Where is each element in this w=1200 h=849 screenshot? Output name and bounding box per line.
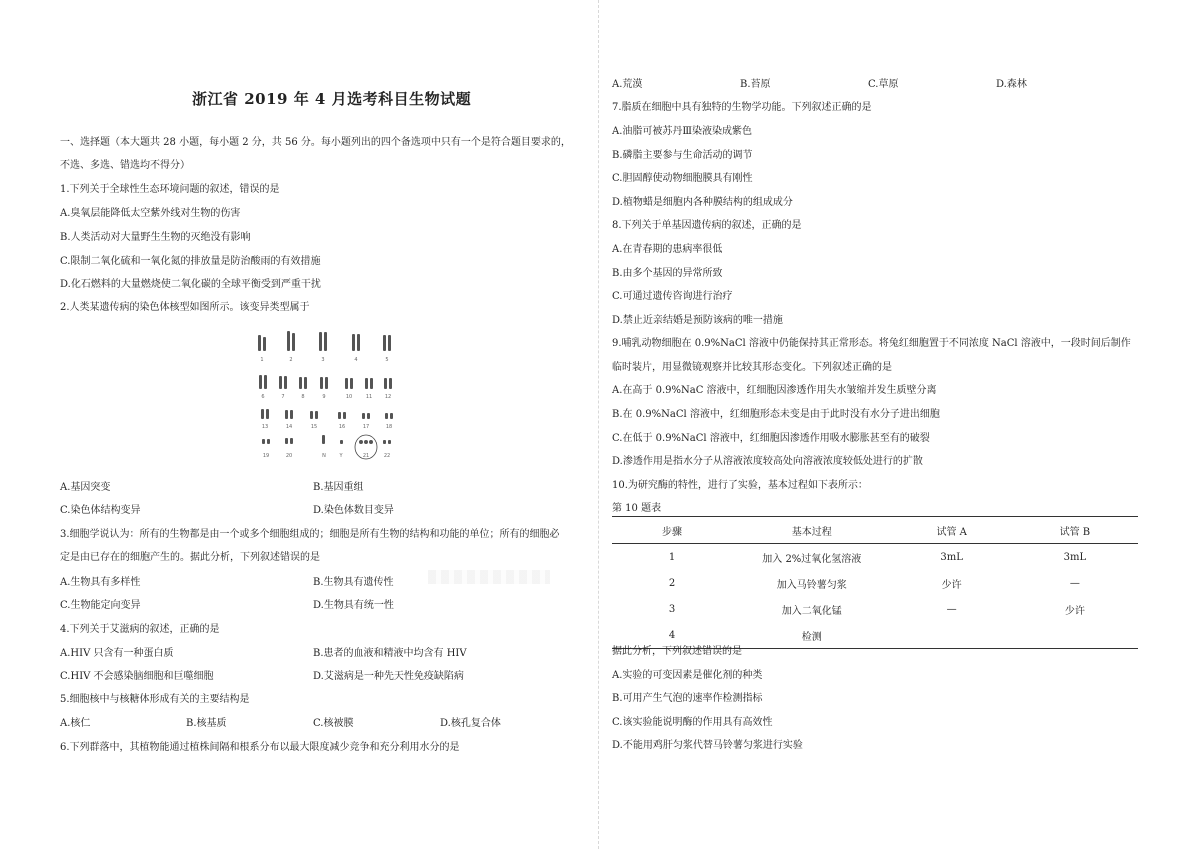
karyotype-label: 13 [261, 424, 269, 430]
table-cell: 2 [668, 577, 676, 589]
q1-option-a[interactable]: A.臭氧层能降低太空紫外线对生物的伤害 [60, 208, 241, 219]
karyotype-figure [250, 325, 400, 465]
faint-watermark [428, 570, 550, 584]
q4-option-d[interactable]: D.艾滋病是一种先天性免疫缺陷病 [313, 671, 464, 682]
q9-option-c[interactable]: C.在低于 0.9%NaCl 溶液中，红细胞因渗透作用吸水膨胀甚至有的破裂 [612, 433, 930, 444]
karyotype-label: 6 [261, 394, 265, 400]
q9-option-d[interactable]: D.渗透作用是指水分子从溶液浓度较高处向溶液浓度较低处进行的扩散 [612, 456, 923, 467]
q8-stem: 8.下列关于单基因遗传病的叙述，正确的是 [612, 220, 802, 231]
table-cell: 1 [668, 551, 676, 563]
karyotype-label: 16 [338, 424, 346, 430]
table-cell [1012, 622, 1138, 649]
q6-stem: 6.下列群落中，其植物能通过植株间隔和根系分布以最大限度减少竞争和充分利用水分的是 [60, 742, 460, 753]
q9-stem-line2: 临时装片，用显微镜观察并比较其形态变化。下列叙述正确的是 [612, 362, 892, 373]
karyotype-label: 21 [362, 453, 370, 459]
q2-option-a[interactable]: A.基因突变 [60, 482, 111, 493]
karyotype-label: 9 [322, 394, 326, 400]
karyotype-label: 14 [285, 424, 293, 430]
q6-option-a[interactable]: A.荒漠 [612, 79, 643, 90]
q10-stem: 10.为研究酶的特性，进行了实验，基本过程如下表所示： [612, 480, 868, 491]
q3-stem-line2: 定是由已存在的细胞产生的。据此分析，下列叙述错误的是 [60, 552, 320, 563]
table-cell [892, 622, 1012, 649]
table-cell: — [946, 603, 957, 615]
q8-option-c[interactable]: C.可通过遗传咨询进行治疗 [612, 291, 733, 302]
q9-option-a[interactable]: A.在高于 0.9%NaC 溶液中，红细胞因渗透作用失水皱缩并发生质壁分离 [612, 385, 937, 396]
page-title: 浙江省 2019 年 4 月选考科目生物试题 [192, 90, 472, 108]
q3-option-d[interactable]: D.生物具有统一性 [313, 600, 394, 611]
table-cell: 少许 [941, 579, 962, 591]
q6-option-d[interactable]: D.森林 [996, 79, 1027, 90]
q3-option-c[interactable]: C.生物能定向变异 [60, 600, 141, 611]
karyotype-label: 1 [260, 357, 264, 363]
karyotype-label: 3 [321, 357, 325, 363]
q4-stem: 4.下列关于艾滋病的叙述，正确的是 [60, 624, 220, 635]
q1-stem: 1.下列关于全球性生态环境问题的叙述，错误的是 [60, 184, 280, 195]
karyotype-label: 12 [384, 394, 392, 400]
q5-option-b[interactable]: B.核基质 [186, 718, 227, 729]
q2-option-d[interactable]: D.染色体数目变异 [313, 505, 394, 516]
karyotype-label: 4 [354, 357, 358, 363]
table-cell: 3 [668, 603, 676, 615]
karyotype-label: 18 [385, 424, 393, 430]
q10-option-b[interactable]: B.可用产生气泡的速率作检测指标 [612, 693, 763, 704]
table-cell: 加入马铃薯匀浆 [776, 579, 847, 591]
q8-option-d[interactable]: D.禁止近亲结婚是预防该病的唯一措施 [612, 315, 783, 326]
q2-option-c[interactable]: C.染色体结构变异 [60, 505, 141, 516]
q5-option-c[interactable]: C.核被膜 [313, 718, 354, 729]
table-cell: 加入 2%过氧化氢溶液 [762, 553, 862, 565]
karyotype-label: 10 [345, 394, 353, 400]
section-instructions-line1: 一、选择题（本大题共 28 小题，每小题 2 分，共 56 分。每小题列出的四个备选项中只有一个是符合题目要求的， [60, 137, 571, 148]
table-header-tube-b: 试管 B [1012, 517, 1138, 544]
q10-option-d[interactable]: D.不能用鸡肝匀浆代替马铃薯匀浆进行实验 [612, 740, 803, 751]
karyotype-label: 8 [301, 394, 305, 400]
q4-option-a[interactable]: A.HIV 只含有一种蛋白质 [60, 648, 174, 659]
q10-experiment-table [612, 516, 1138, 649]
page-fold-divider [598, 0, 600, 849]
q1-option-b[interactable]: B.人类活动对大量野生生物的灭绝没有影响 [60, 232, 251, 243]
karyotype-label: 5 [385, 357, 389, 363]
q4-option-c[interactable]: C.HIV 不会感染脑细胞和巨噬细胞 [60, 671, 214, 682]
q8-option-a[interactable]: A.在青春期的患病率很低 [612, 244, 723, 255]
q10-after-text: 据此分析，下列叙述错误的是 [612, 646, 742, 657]
karyotype-label: 15 [310, 424, 318, 430]
chromosome-row-1 [258, 331, 391, 351]
table-row [612, 596, 1138, 622]
q8-option-b[interactable]: B.由多个基因的异常所致 [612, 268, 723, 279]
q10-option-a[interactable]: A.实验的可变因素是催化剂的种类 [612, 670, 763, 681]
karyotype-label: Y [339, 453, 343, 459]
q9-stem-line1: 9.哺乳动物细胞在 0.9%NaCl 溶液中仍能保持其正常形态。将兔红细胞置于不同浓度 NaCl 溶液中，一段时间后制作 [612, 338, 1131, 349]
table-cell: 4 [612, 622, 732, 649]
q3-option-b[interactable]: B.生物具有遗传性 [313, 577, 394, 588]
table-cell: 少许 [1064, 605, 1085, 617]
q7-stem: 7.脂质在细胞中具有独特的生物学功能。下列叙述正确的是 [612, 102, 872, 113]
q10-table-caption: 第 10 题表 [612, 503, 662, 514]
q1-option-d[interactable]: D.化石燃料的大量燃烧使二氧化碳的全球平衡受到严重干扰 [60, 279, 321, 290]
q6-option-b[interactable]: B.苔原 [740, 79, 771, 90]
q3-stem-line1: 3.细胞学说认为：所有的生物都是由一个或多个细胞组成的；细胞是所有生物的结构和功能的单位；所有的细胞必 [60, 529, 560, 540]
table-row [612, 544, 1138, 571]
q7-option-b[interactable]: B.磷脂主要参与生命活动的调节 [612, 150, 753, 161]
q5-option-d[interactable]: D.核孔复合体 [440, 718, 501, 729]
table-cell: 检测 [732, 622, 891, 649]
q1-option-c[interactable]: C.限制二氧化硫和一氧化氮的排放量是防治酸雨的有效措施 [60, 256, 321, 267]
q6-option-c[interactable]: C.草原 [868, 79, 899, 90]
chromosome-row-2 [259, 375, 392, 389]
karyotype-label: 2 [289, 357, 293, 363]
q5-stem: 5.细胞核中与核糖体形成有关的主要结构是 [60, 694, 250, 705]
karyotype-label: 20 [285, 453, 293, 459]
q3-option-a[interactable]: A.生物具有多样性 [60, 577, 141, 588]
table-header-tube-a: 试管 A [892, 517, 1012, 544]
table-header-row [612, 517, 1138, 544]
karyotype-label: 11 [365, 394, 373, 400]
table-cell: — [1069, 577, 1080, 589]
q9-option-b[interactable]: B.在 0.9%NaCl 溶液中，红细胞形态未变是由于此时没有水分子进出细胞 [612, 409, 940, 420]
q7-option-a[interactable]: A.油脂可被苏丹Ⅲ染液染成紫色 [612, 126, 753, 137]
table-cell: 3mL [1063, 551, 1087, 563]
table-header-step: 步骤 [612, 517, 732, 544]
q2-option-b[interactable]: B.基因重组 [313, 482, 364, 493]
karyotype-label: N [322, 453, 326, 459]
q10-option-c[interactable]: C.该实验能说明酶的作用具有高效性 [612, 717, 773, 728]
section-instructions-line2: 不选、多选、错选均不得分） [60, 160, 190, 171]
table-header-process: 基本过程 [732, 517, 891, 544]
karyotype-label: 17 [362, 424, 370, 430]
karyotype-label: 19 [262, 453, 270, 459]
q7-option-c[interactable]: C.胆固醇使动物细胞膜具有刚性 [612, 173, 753, 184]
q5-option-a[interactable]: A.核仁 [60, 718, 91, 729]
table-row [612, 570, 1138, 596]
table-cell: 3mL [940, 551, 963, 563]
table-cell: 加入二氧化锰 [781, 605, 842, 617]
karyotype-label: 22 [383, 453, 391, 459]
q7-option-d[interactable]: D.植物蜡是细胞内各种膜结构的组成成分 [612, 197, 793, 208]
q2-stem: 2.人类某遗传病的染色体核型如图所示。该变异类型属于 [60, 302, 310, 313]
q4-option-b[interactable]: B.患者的血液和精液中均含有 HIV [313, 648, 467, 659]
karyotype-label: 7 [281, 394, 285, 400]
chromosome-row-3 [261, 409, 393, 419]
